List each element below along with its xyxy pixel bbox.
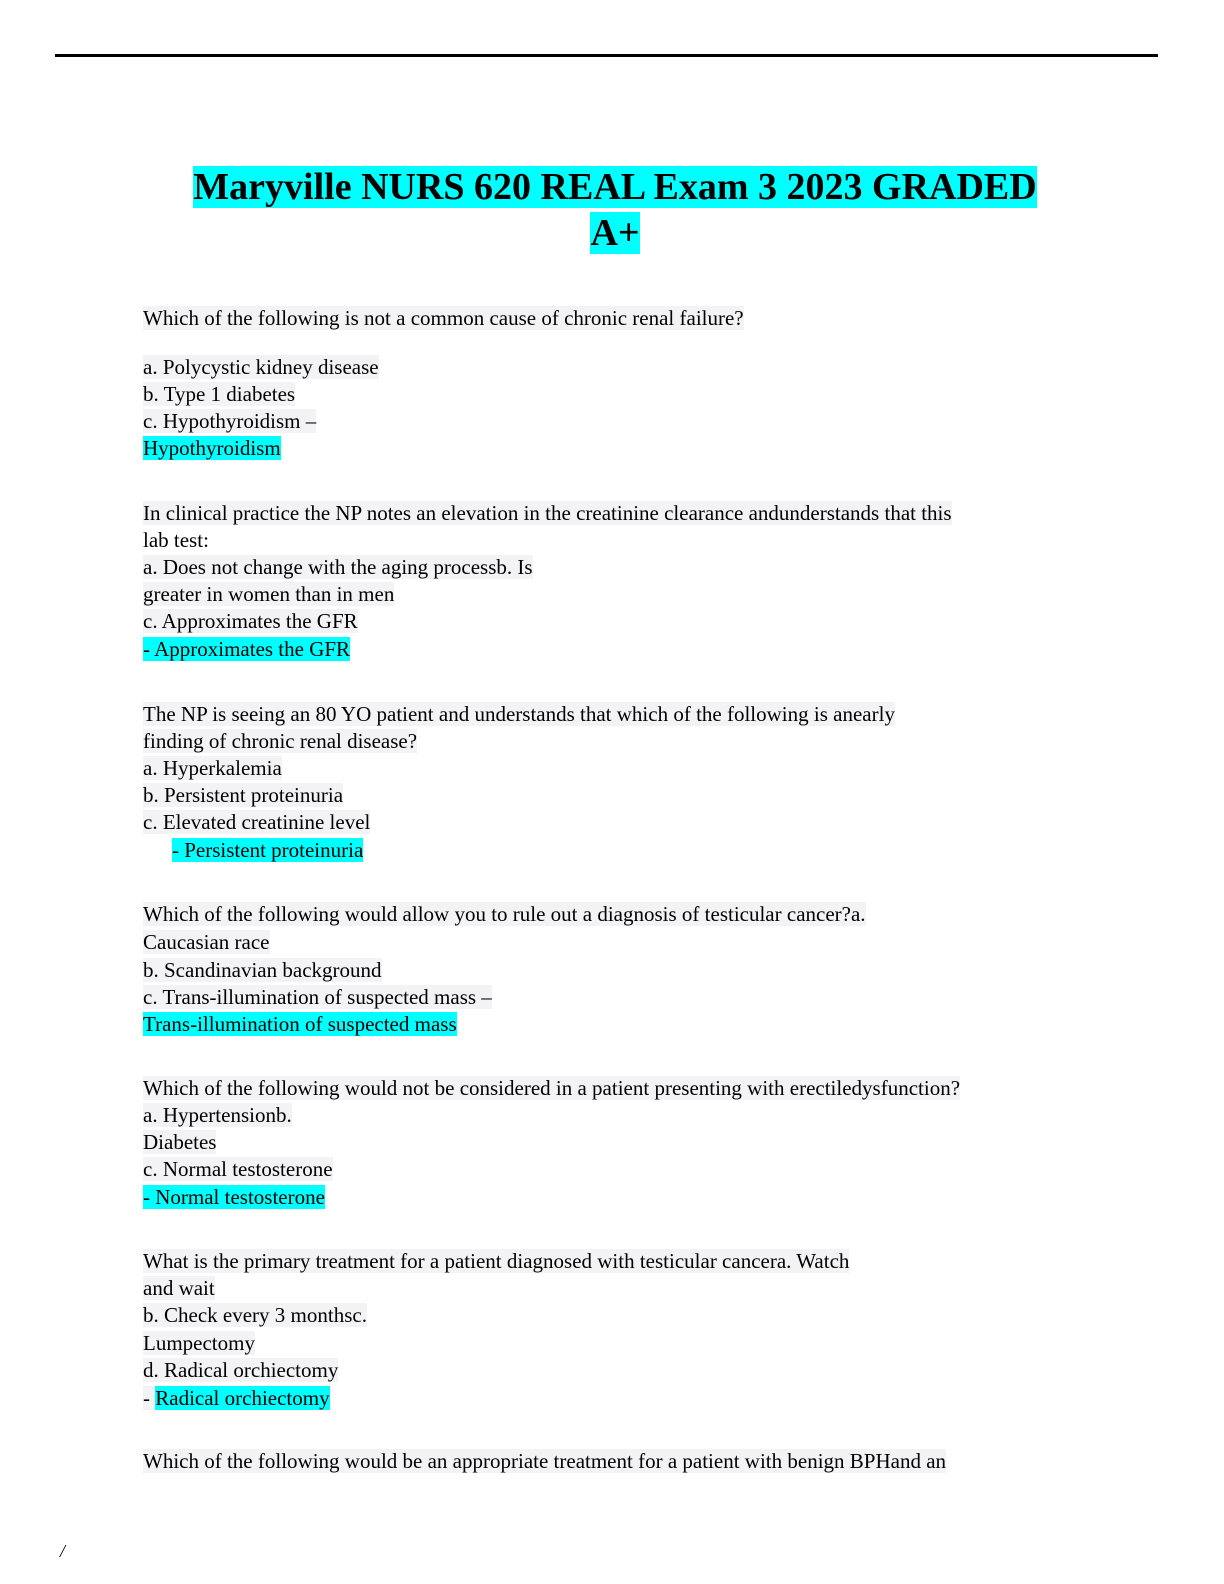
question-7-text-line-1: Which of the following would be an appropriate treatment for a patient with benign BPHand an [143, 1449, 947, 1473]
question-6-answer-prefix: - [143, 1386, 156, 1410]
question-2-answer: - Approximates the GFR [143, 637, 351, 661]
question-6-option-b: b. Check every 3 monthsc. [143, 1303, 367, 1327]
document-title [120, 164, 1110, 256]
question-2-option-a: a. Does not change with the aging processb. Is [143, 555, 533, 579]
question-5-option-c: c. Normal testosterone [143, 1157, 333, 1181]
question-3-answer: - Persistent proteinuria [172, 838, 364, 862]
question-1-answer: Hypothyroidism [143, 436, 281, 460]
question-4-option-b: b. Scandinavian background [143, 958, 382, 982]
question-3-text-line-1: The NP is seeing an 80 YO patient and understands that which of the following is anearly [143, 702, 895, 726]
question-1-option-b: b. Type 1 diabetes [143, 382, 296, 406]
title-line-1: Maryville NURS 620 REAL Exam 3 2023 GRADED [193, 166, 1037, 208]
question-1-text: Which of the following is not a common cause of chronic renal failure? [143, 306, 744, 330]
question-5-text-line-3: Diabetes [143, 1130, 217, 1154]
question-6-option-d: d. Radical orchiectomy [143, 1358, 339, 1382]
question-2-option-c: c. Approximates the GFR [143, 609, 358, 633]
question-4-text-line-1: Which of the following would allow you to rule out a diagnosis of testicular cancer?a. [143, 902, 866, 926]
question-5-text-line-2: a. Hypertensionb. [143, 1103, 292, 1127]
question-2-text-line-2: lab test: [143, 528, 209, 552]
question-1-option-a: a. Polycystic kidney disease [143, 355, 379, 379]
question-6-option-c: Lumpectomy [143, 1331, 255, 1355]
question-1-option-c: c. Hypothyroidism – [143, 409, 317, 433]
question-4-option-c: c. Trans-illumination of suspected mass – [143, 985, 492, 1009]
question-3-option-b: b. Persistent proteinuria [143, 783, 344, 807]
question-2-option-b: greater in women than in men [143, 582, 395, 606]
question-4-answer: Trans-illumination of suspected mass [143, 1012, 457, 1036]
footer-mark: / [60, 1541, 66, 1561]
question-4-text-line-2: Caucasian race [143, 930, 270, 954]
question-2-text-line-1: In clinical practice the NP notes an elevation in the creatinine clearance andunderstands that this [143, 501, 952, 525]
title-line-2: A+ [590, 212, 640, 254]
question-3-option-a: a. Hyperkalemia [143, 756, 282, 780]
question-6-answer: Radical orchiectomy [155, 1386, 330, 1410]
question-5-answer: - Normal testosterone [143, 1185, 325, 1209]
question-3-option-c: c. Elevated creatinine level [143, 810, 371, 834]
question-5-text-line-1: Which of the following would not be considered in a patient presenting with erectiledysfunction? [143, 1076, 961, 1100]
question-6-text-line-2: and wait [143, 1276, 215, 1300]
question-3-text-line-2: finding of chronic renal disease? [143, 729, 418, 753]
header-rule [55, 54, 1158, 57]
question-6-text-line-1: What is the primary treatment for a patient diagnosed with testicular cancera. Watch [143, 1249, 850, 1273]
